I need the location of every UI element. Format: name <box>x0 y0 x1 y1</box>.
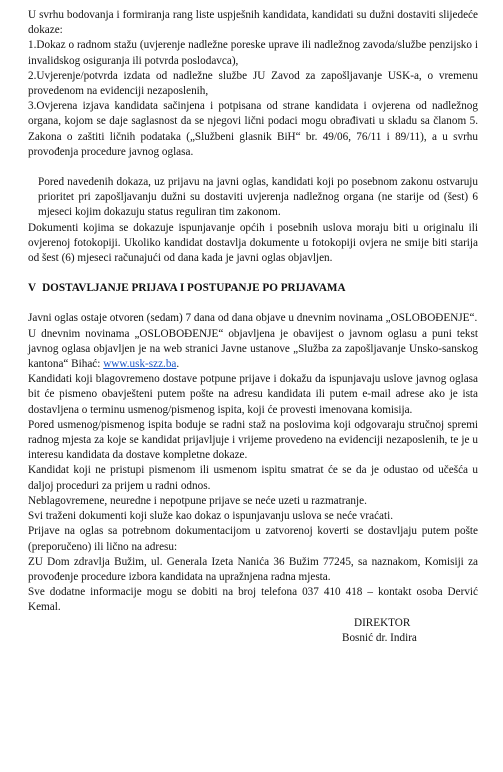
intro-lead: U svrhu bodovanja i formiranja rang liste uspješnih kandidata, kandidati su dužni dostaviti slijedeće dokaze: <box>28 9 478 37</box>
evidence-item-1: 1.Dokaz o radnom stažu (uvjerenje nadležne poreske uprave ili nadležnog zavoda/službe penzijsko i invalidskog osiguranja ili potvrda poslodavca), <box>28 39 478 67</box>
section-heading <box>28 281 478 296</box>
signature-name: Bosnić dr. Indira <box>342 631 417 644</box>
website-link[interactable]: www.usk-szz.ba <box>103 358 177 371</box>
spacer <box>28 266 478 281</box>
body-paragraph-6: Neblagovremene, neuredne i nepotpune prijave se neće uzeti u razmatranje. <box>28 494 367 507</box>
body-paragraph-2-text: U dnevnim novinama „OSLOBOĐENJE“ objavljena je obavijest o javnom oglasu a puni tekst javnog oglasa objavljen je na web stranici Javne ustanove „Služba za zapošljavanje Unsko-sanskog kantona“ Bihać: <box>28 327 478 371</box>
section-title: DOSTAVLJANJE PRIJAVA I POSTUPANJE PO PRIJAVAMA <box>42 282 346 295</box>
spacer <box>28 160 478 175</box>
body-paragraph-3: Kandidati koji blagovremeno dostave potpune prijave i dokažu da ispunjavaju uslove javnog oglasa bit će pismeno obavješteni putem pošte na adresu kandidata ili putem e-mail adrese ako je ista dostavljena o terminu usmenog/pismenog ispita, koji će provesti imenovana komisija. <box>28 373 478 416</box>
body-paragraph-8: Prijave na oglas sa potrebnom dokumentacijom u zatvorenoj koverti se dostavljaju putem pošte (preporučeno) ili lično na adresu: <box>28 525 478 553</box>
evidence-item-3: 3.Ovjerena izjava kandidata sačinjena i potpisana od strane kandidata i ovjerena od nadležnog organa, kojom se daje saglasnost da se njegovi lični podaci mogu obrađivati u skladu sa članom 5. Zakona o zaštiti ličnih podataka („Službeni glasnik BiH“ br. 49/06, 76/11 i 89/11), a u svrhu provođenja procedure javnog oglasa. <box>28 100 478 158</box>
priority-paragraph: Pored navedenih dokaza, uz prijavu na javni oglas, kandidati koji po posebnom zakonu ostvaruju prioritet pri zapošljavanju dužni su dostaviti uvjerenja nadležnog organa (ne starije od (šest) 6 mjeseci kojim dokazuju status reguliran tim zakonom. <box>38 176 478 219</box>
section-number: V <box>28 282 37 295</box>
body-paragraph-7: Svi traženi dokumenti koji služe kao dokaz o ispunjavanju uslova se neće vraćati. <box>28 510 394 523</box>
body-paragraph-2 <box>28 327 478 373</box>
body-paragraph-2-end: . <box>176 358 180 371</box>
body-paragraph-10: Sve dodatne informacije mogu se dobiti na broj telefona 037 410 418 – kontakt osoba Dervić Kemal. <box>28 586 478 614</box>
body-paragraph-4: Pored usmenog/pismenog ispita boduje se radni staž na poslovima koji odgovaraju stručnoj spremi radnog mjesta za koje se kandidat prijavljuje i vrijeme provedeno na evidenciji nezaposlenih, te je u interesu kandidata da dostave kompletne dokaze. <box>28 418 478 462</box>
document-page <box>28 8 478 646</box>
signature-role: DIREKTOR <box>354 616 411 629</box>
body-paragraph-5: Kandidat koji ne pristupi pismenom ili usmenom ispitu smatrat će se da je odustao od učešća u daljoj proceduri za prijem u radni odnos. <box>28 464 478 492</box>
body-paragraph-9: ZU Dom zdravlja Bužim, ul. Generala Izeta Nanića 36 Bužim 77245, sa naznakom, Komisiji za provođenje procedure izbora kandidata na upražnjena radna mjesta. <box>28 555 478 583</box>
documents-paragraph: Dokumenti kojima se dokazuje ispunjavanje općih i posebnih uslova moraju biti u originalu ili ovjerenoj fotokopiji. Ukoliko kandidat dostavlja dokumente u fotokopiji ovjera ne smije biti starija od šest (6) mjeseci računajući od dana kada je javni oglas objavljen. <box>28 221 478 265</box>
body-paragraph-1: Javni oglas ostaje otvoren (sedam) 7 dana od dana objave u dnevnim novinama „OSLOBOĐENJE“. <box>28 312 478 325</box>
evidence-item-2: 2.Uvjerenje/potvrda izdata od nadležne službe JU Zavod za zapošljavanje USK-a, o vremenu provedenom na evidenciji nezaposlenih, <box>28 69 478 98</box>
spacer <box>28 296 478 311</box>
